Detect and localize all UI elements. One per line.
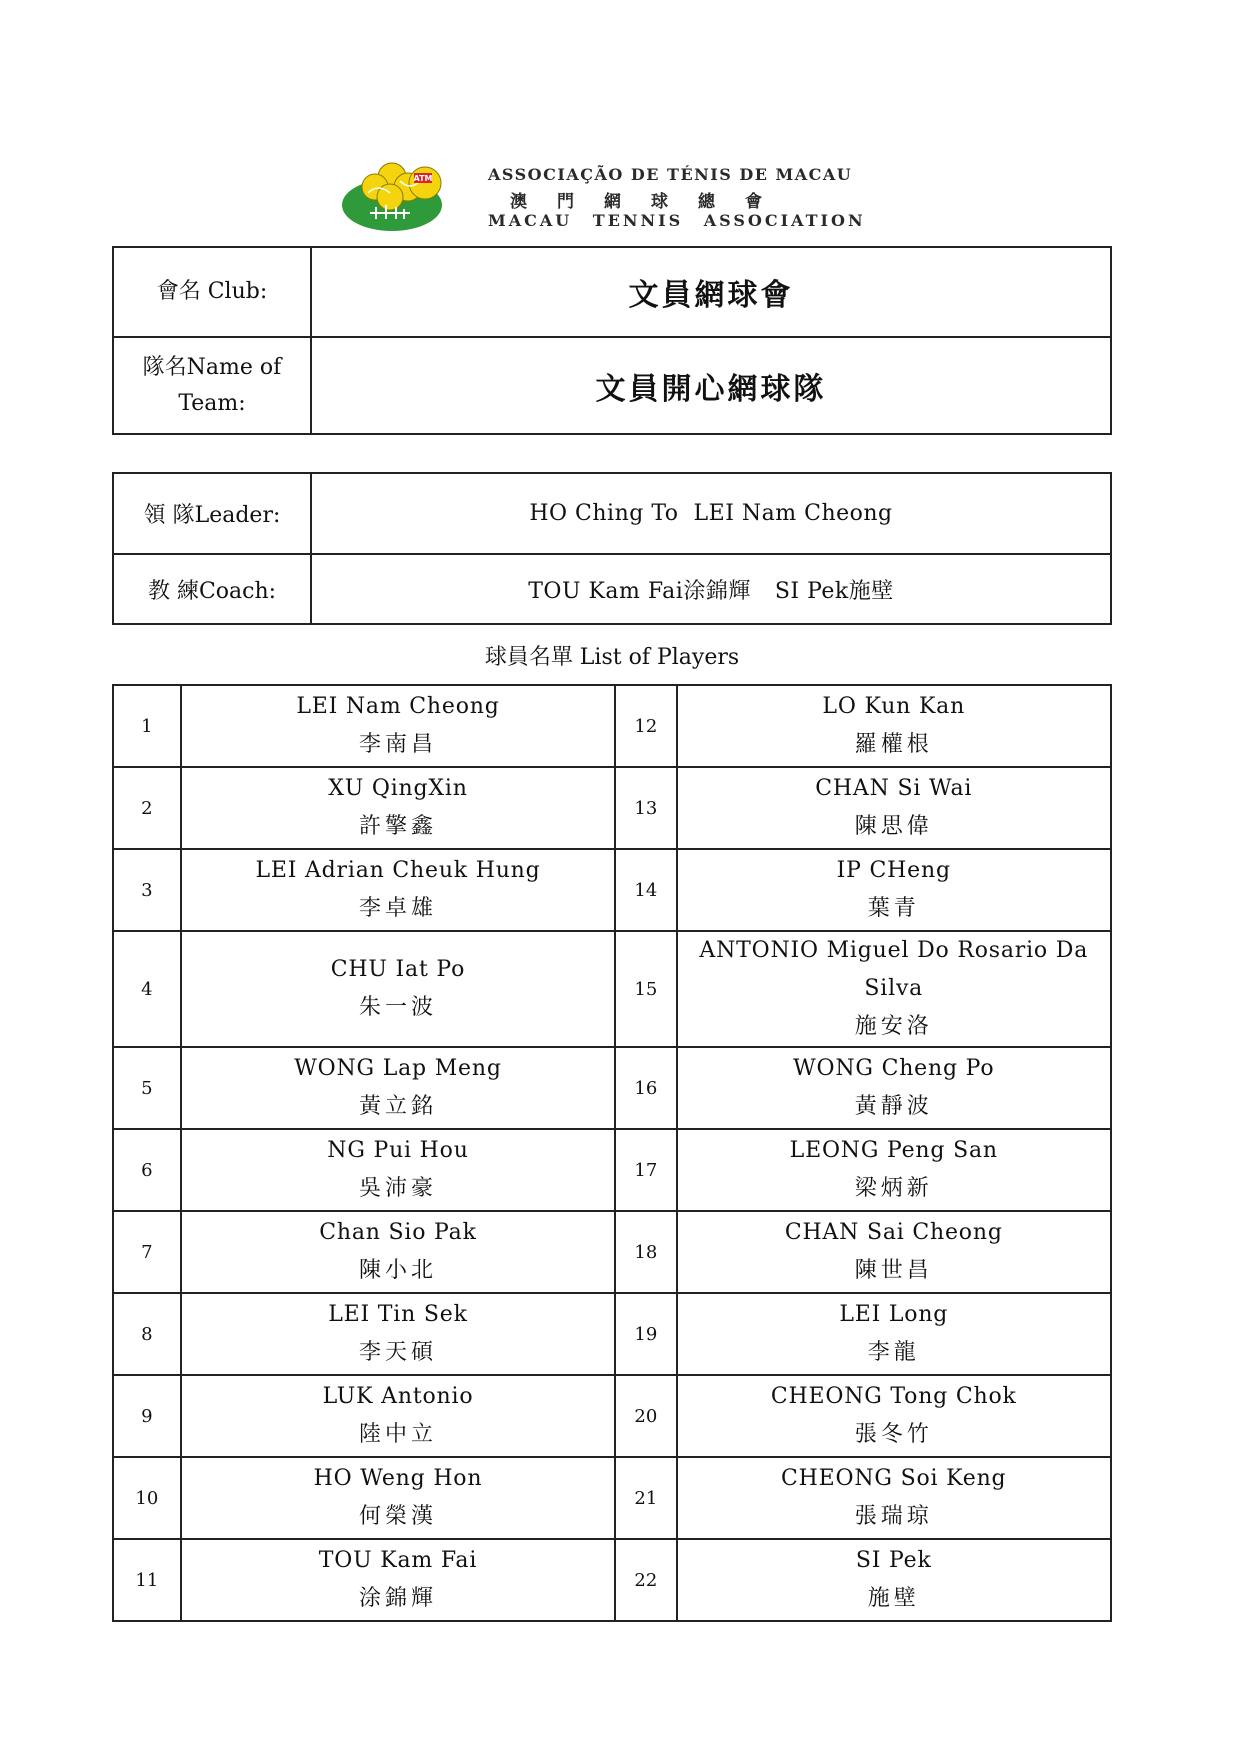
player-name-cell [677,767,1111,849]
player-name-english: LEI Long [839,1302,949,1327]
player-number: 11 [113,1539,181,1621]
player-name-chinese: 黃立銘 [358,1094,437,1119]
org-name-portuguese: ASSOCIAÇÃO DE TÉNIS DE MACAU [488,165,853,184]
player-name-cell [181,1129,615,1211]
player-name-cell [181,1211,615,1293]
player-number: 7 [113,1211,181,1293]
team-name-label-line1: 隊名Name of [142,354,282,380]
player-name-chinese: 朱一波 [358,995,437,1020]
player-name-english: IP CHeng [836,858,951,883]
table-row [113,849,1111,931]
player-name-english: ANTONIO Miguel Do Rosario Da Silva [699,938,1089,1001]
player-number: 17 [615,1129,676,1211]
player-name-english: CHEONG Soi Keng [781,1466,1007,1491]
players-table [112,684,1112,1622]
table-row [113,1293,1111,1375]
leader-label: 領 隊Leader: [113,473,311,554]
player-name-cell [181,931,615,1047]
org-name-english: MACAU TENNIS ASSOCIATION [488,211,866,230]
player-name-chinese: 陳思偉 [854,814,933,839]
player-name-english: LEI Adrian Cheuk Hung [255,858,541,883]
player-name-cell [677,1047,1111,1129]
association-name [488,165,866,230]
player-name-english: LO Kun Kan [822,694,966,719]
player-number: 19 [615,1293,676,1375]
player-name-cell [677,1211,1111,1293]
player-name-english: LEONG Peng San [789,1138,998,1163]
player-name-english: SI Pek [855,1548,932,1573]
player-number: 12 [615,685,676,767]
org-name-chinese: 澳門網球總會 [510,192,792,212]
letterhead [340,155,866,235]
team-name-label [113,337,311,434]
table-row [113,767,1111,849]
club-value: 文員網球會 [311,247,1111,337]
team-info-table [112,246,1112,435]
table-row [113,1539,1111,1621]
player-name-chinese: 羅權根 [854,732,933,757]
team-name-value: 文員開心網球隊 [311,337,1111,434]
player-number: 6 [113,1129,181,1211]
table-row [113,1457,1111,1539]
player-name-english: CHU Iat Po [330,957,466,982]
player-name-chinese: 葉青 [867,896,920,921]
player-number: 8 [113,1293,181,1375]
player-name-english: WONG Lap Meng [294,1056,502,1081]
table-row [113,685,1111,767]
player-name-english: WONG Cheng Po [793,1056,995,1081]
player-number: 4 [113,931,181,1047]
player-name-chinese: 何榮漢 [358,1504,437,1529]
player-name-chinese: 施壁 [867,1586,920,1611]
player-number: 10 [113,1457,181,1539]
player-name-cell [677,1457,1111,1539]
player-name-chinese: 施安洛 [854,1014,933,1039]
player-name-cell [181,1375,615,1457]
player-name-english: Chan Sio Pak [319,1220,477,1245]
player-name-chinese: 李天碩 [358,1340,437,1365]
club-label: 會名 Club: [113,247,311,337]
player-number: 22 [615,1539,676,1621]
player-name-chinese: 黃靜波 [854,1094,933,1119]
coach-1: TOU Kam Fai涂錦輝 [528,578,751,604]
player-number: 21 [615,1457,676,1539]
coach-label: 教 練Coach: [113,554,311,624]
player-name-chinese: 陸中立 [358,1422,437,1447]
staff-table [112,472,1112,625]
team-name-label-line2: Team: [178,390,246,416]
player-name-cell [677,849,1111,931]
player-name-cell [181,1047,615,1129]
player-name-cell [181,685,615,767]
player-name-english: CHAN Si Wai [815,776,973,801]
players-list-title: 球員名單 List of Players [484,645,740,670]
player-name-chinese: 李南昌 [358,732,437,757]
player-number: 5 [113,1047,181,1129]
player-name-english: LEI Nam Cheong [296,694,500,719]
player-name-cell [677,931,1111,1047]
player-number: 13 [615,767,676,849]
svg-text:ATM: ATM [413,174,433,183]
player-number: 14 [615,849,676,931]
player-name-cell [181,1293,615,1375]
player-name-english: LUK Antonio [322,1384,474,1409]
player-name-chinese: 涂錦輝 [358,1586,437,1611]
player-number: 20 [615,1375,676,1457]
table-row [113,1211,1111,1293]
tennis-association-logo [340,155,450,235]
player-number: 1 [113,685,181,767]
player-name-english: CHEONG Tong Chok [770,1384,1017,1409]
player-number: 2 [113,767,181,849]
player-name-cell [677,1375,1111,1457]
player-name-cell [181,1539,615,1621]
player-name-cell [677,1293,1111,1375]
player-name-english: XU QingXin [328,776,468,801]
player-number: 16 [615,1047,676,1129]
player-name-chinese: 張瑞琼 [854,1504,933,1529]
player-name-cell [677,685,1111,767]
coach-2: SI Pek施壁 [774,578,894,604]
player-name-chinese: 吳沛豪 [358,1176,437,1201]
player-name-chinese: 許擎鑫 [358,814,437,839]
player-name-chinese: 李龍 [867,1340,920,1365]
player-name-cell [181,1457,615,1539]
player-name-cell [181,767,615,849]
player-name-chinese: 梁炳新 [854,1176,933,1201]
player-number: 15 [615,931,676,1047]
player-name-cell [677,1129,1111,1211]
table-row [113,931,1111,1047]
player-name-cell [677,1539,1111,1621]
table-row [113,1375,1111,1457]
player-name-chinese: 陳小北 [358,1258,437,1283]
table-row [113,1129,1111,1211]
player-name-cell [181,849,615,931]
table-row [113,1047,1111,1129]
player-name-chinese: 張冬竹 [854,1422,933,1447]
player-number: 9 [113,1375,181,1457]
player-number: 18 [615,1211,676,1293]
player-name-english: LEI Tin Sek [328,1302,468,1327]
player-name-english: CHAN Sai Cheong [784,1220,1003,1245]
player-number: 3 [113,849,181,931]
leader-value: HO Ching To LEI Nam Cheong [311,473,1111,554]
player-name-english: HO Weng Hon [313,1466,483,1491]
player-name-english: TOU Kam Fai [318,1548,478,1573]
player-name-chinese: 李卓雄 [358,896,437,921]
player-name-english: NG Pui Hou [327,1138,469,1163]
coach-value [311,554,1111,624]
player-name-chinese: 陳世昌 [854,1258,933,1283]
